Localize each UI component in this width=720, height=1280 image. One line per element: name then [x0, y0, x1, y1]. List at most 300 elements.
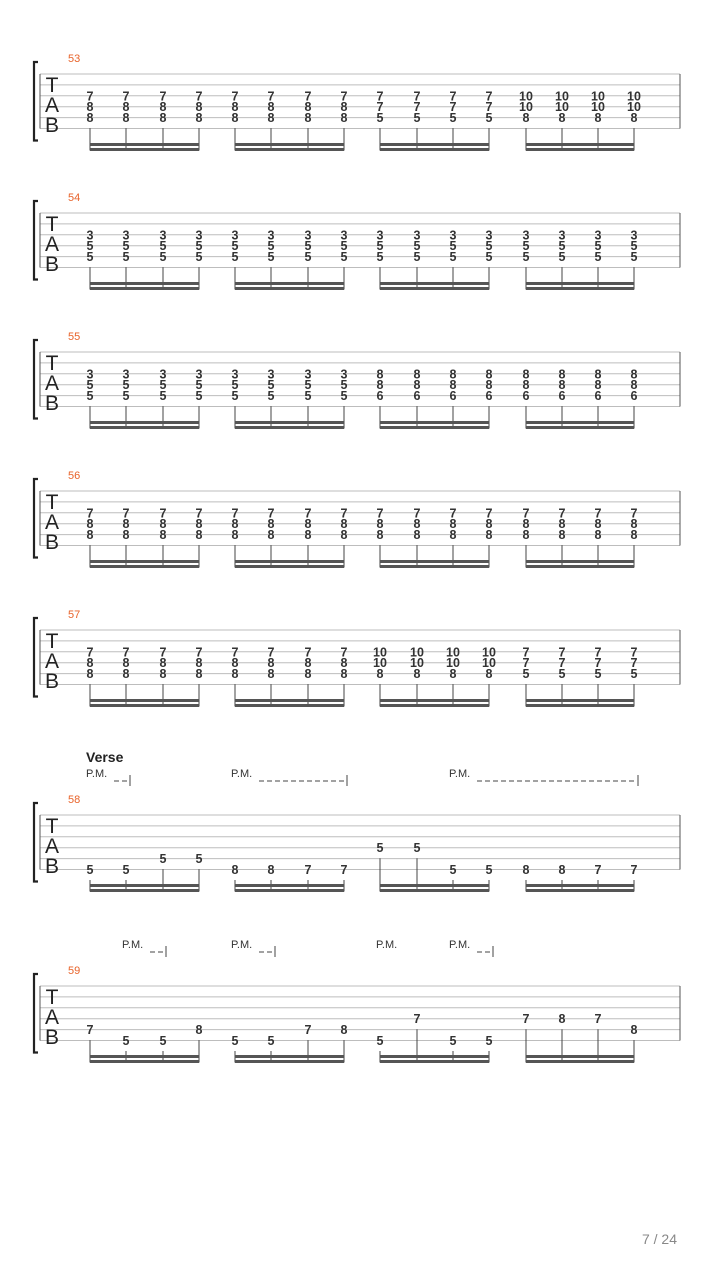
fret-number: 6: [630, 389, 638, 404]
fret-number: 5: [340, 239, 348, 254]
fret-number: 8: [558, 378, 566, 393]
fret-number: 5: [86, 239, 94, 254]
fret-number: 7: [630, 863, 638, 877]
fret-number: 8: [231, 667, 239, 682]
fret-number: 8: [195, 656, 203, 671]
fret-number: 8: [267, 111, 275, 126]
fret-number: 7: [594, 506, 602, 521]
fret-number: 5: [122, 1034, 130, 1048]
fret-number: 3: [304, 228, 312, 243]
fret-number: 8: [340, 100, 348, 115]
fret-number: 7: [522, 506, 530, 521]
fret-number: 8: [594, 517, 602, 532]
palm-mute-marking: [376, 939, 397, 951]
tab-clef-letter: A: [44, 650, 60, 673]
fret-number: 7: [558, 645, 566, 660]
fret-number: 8: [340, 656, 348, 671]
staff-bracket: [34, 62, 38, 141]
fret-number: 5: [376, 111, 384, 126]
fret-number: 6: [413, 389, 421, 404]
tab-clef-letter: A: [44, 372, 60, 395]
fret-number: 8: [485, 667, 493, 682]
fret-number: 6: [449, 389, 457, 404]
fret-number: 8: [86, 517, 94, 532]
fret-number: 3: [159, 367, 167, 382]
fret-number: 7: [122, 506, 130, 521]
fret-number: 5: [159, 239, 167, 254]
fret-number: 7: [304, 645, 312, 660]
fret-number: 5: [449, 863, 457, 877]
fret-number: 5: [267, 389, 275, 404]
fret-number: 10: [373, 656, 387, 671]
fret-number: 3: [122, 367, 130, 382]
fret-number: 8: [159, 517, 167, 532]
tab-clef-letter: B: [44, 392, 60, 415]
fret-number: 7: [413, 506, 421, 521]
palm-mute-marking: [449, 768, 638, 786]
page-number: 7 / 24: [641, 1231, 677, 1247]
fret-number: 8: [376, 517, 384, 532]
fret-number: 5: [340, 250, 348, 265]
fret-number: 5: [122, 863, 130, 877]
fret-number: 7: [159, 645, 167, 660]
fret-number: 7: [594, 656, 602, 671]
fret-number: 7: [122, 645, 130, 660]
fret-number: 8: [195, 517, 203, 532]
fret-number: 5: [413, 111, 421, 126]
fret-number: 8: [594, 367, 602, 382]
fret-number: 5: [122, 250, 130, 265]
fret-number: 5: [376, 841, 384, 856]
tab-clef-letter: B: [44, 670, 60, 693]
fret-number: 7: [376, 89, 384, 104]
fret-number: 7: [485, 100, 493, 115]
staff-bracket: [34, 201, 38, 280]
fret-number: 3: [485, 228, 493, 243]
fret-number: 3: [267, 367, 275, 382]
fret-number: 7: [630, 656, 638, 671]
tab-clef-letter: A: [44, 511, 60, 534]
fret-number: 7: [558, 656, 566, 671]
fret-number: 8: [159, 100, 167, 115]
fret-number: 8: [267, 517, 275, 532]
fret-number: 3: [267, 228, 275, 243]
fret-number: 8: [195, 100, 203, 115]
measure-number: 55: [68, 331, 81, 343]
fret-number: 8: [86, 528, 94, 543]
fret-number: 8: [231, 528, 239, 543]
fret-number: 8: [522, 528, 530, 543]
fret-number: 8: [630, 367, 638, 382]
fret-number: 8: [522, 517, 530, 532]
fret-number: 8: [340, 111, 348, 126]
tab-system: [34, 794, 680, 892]
measure-number: 53: [68, 53, 81, 65]
fret-number: 8: [267, 667, 275, 682]
fret-number: 5: [630, 667, 638, 682]
fret-number: 7: [558, 506, 566, 521]
fret-number: 7: [594, 863, 602, 877]
fret-number: 7: [449, 89, 457, 104]
fret-number: 8: [304, 517, 312, 532]
fret-number: 7: [522, 656, 530, 671]
staff-bracket: [34, 479, 38, 558]
fret-number: 8: [558, 111, 566, 126]
tab-clef-letter: T: [45, 491, 59, 514]
fret-number: 8: [485, 378, 493, 393]
palm-mute-label: P.M.: [449, 939, 471, 951]
fret-number: 8: [630, 1023, 638, 1038]
fret-number: 5: [376, 1034, 384, 1048]
fret-number: 8: [122, 111, 130, 126]
fret-number: 5: [122, 239, 130, 254]
tab-clef-letter: T: [45, 352, 59, 375]
fret-number: 3: [231, 228, 239, 243]
fret-number: 7: [594, 645, 602, 660]
fret-number: 7: [231, 645, 239, 660]
fret-number: 8: [86, 656, 94, 671]
tab-clef-letter: A: [44, 233, 60, 256]
fret-number: 5: [449, 111, 457, 126]
tab-clef-letter: A: [44, 1006, 60, 1029]
fret-number: 6: [558, 389, 566, 404]
fret-number: 8: [594, 111, 602, 126]
fret-number: 5: [594, 250, 602, 265]
fret-number: 8: [558, 367, 566, 382]
fret-number: 7: [231, 89, 239, 104]
fret-number: 8: [376, 378, 384, 393]
fret-number: 8: [195, 111, 203, 126]
fret-number: 8: [267, 863, 275, 877]
fret-number: 6: [376, 389, 384, 404]
tab-system: [34, 609, 680, 707]
fret-number: 3: [159, 228, 167, 243]
fret-number: 5: [304, 239, 312, 254]
fret-number: 7: [86, 89, 94, 104]
fret-number: 5: [231, 250, 239, 265]
fret-number: 8: [630, 517, 638, 532]
fret-number: 7: [195, 645, 203, 660]
measure-number: 54: [68, 192, 81, 204]
fret-number: 8: [558, 517, 566, 532]
fret-number: 8: [195, 1023, 203, 1038]
fret-number: 7: [413, 1012, 421, 1027]
fret-number: 5: [376, 239, 384, 254]
fret-number: 7: [522, 645, 530, 660]
fret-number: 10: [482, 656, 496, 671]
tab-system: [34, 470, 680, 568]
fret-number: 6: [594, 389, 602, 404]
fret-number: 8: [522, 367, 530, 382]
fret-number: 5: [304, 389, 312, 404]
fret-number: 7: [86, 1023, 94, 1038]
fret-number: 7: [630, 645, 638, 660]
fret-number: 7: [522, 1012, 530, 1027]
fret-number: 8: [485, 517, 493, 532]
fret-number: 7: [86, 506, 94, 521]
fret-number: 8: [485, 367, 493, 382]
fret-number: 5: [304, 378, 312, 393]
tab-clef-letter: B: [44, 253, 60, 276]
tab-system: [34, 53, 680, 151]
fret-number: 5: [231, 378, 239, 393]
fret-number: 8: [304, 100, 312, 115]
fret-number: 7: [413, 100, 421, 115]
fret-number: 8: [231, 100, 239, 115]
fret-number: 8: [594, 378, 602, 393]
fret-number: 8: [413, 667, 421, 682]
fret-number: 5: [413, 841, 421, 856]
fret-number: 3: [86, 228, 94, 243]
fret-number: 7: [340, 89, 348, 104]
fret-number: 10: [482, 645, 496, 660]
fret-number: 5: [594, 239, 602, 254]
fret-number: 8: [630, 378, 638, 393]
tab-clef-letter: T: [45, 74, 59, 97]
fret-number: 5: [195, 389, 203, 404]
fret-number: 5: [195, 239, 203, 254]
fret-number: 6: [522, 389, 530, 404]
fret-number: 8: [413, 367, 421, 382]
fret-number: 7: [159, 89, 167, 104]
fret-number: 3: [376, 228, 384, 243]
fret-number: 5: [594, 667, 602, 682]
fret-number: 5: [485, 239, 493, 254]
fret-number: 10: [591, 100, 605, 115]
fret-number: 8: [449, 517, 457, 532]
fret-number: 5: [630, 239, 638, 254]
fret-number: 7: [304, 89, 312, 104]
fret-number: 7: [449, 506, 457, 521]
measure-number: 58: [68, 794, 81, 806]
palm-mute-label: P.M.: [231, 768, 253, 780]
fret-number: 8: [267, 656, 275, 671]
staff-bracket: [34, 974, 38, 1053]
fret-number: 5: [449, 250, 457, 265]
palm-mute-label: P.M.: [86, 768, 108, 780]
fret-number: 8: [122, 656, 130, 671]
fret-number: 5: [231, 1034, 239, 1048]
fret-number: 3: [449, 228, 457, 243]
fret-number: 5: [485, 250, 493, 265]
fret-number: 8: [267, 100, 275, 115]
fret-number: 8: [86, 667, 94, 682]
fret-number: 8: [159, 528, 167, 543]
fret-number: 3: [522, 228, 530, 243]
tab-clef-letter: B: [44, 114, 60, 137]
fret-number: 5: [485, 863, 493, 877]
fret-number: 7: [630, 506, 638, 521]
fret-number: 7: [340, 645, 348, 660]
fret-number: 5: [340, 378, 348, 393]
fret-number: 5: [159, 250, 167, 265]
fret-number: 5: [485, 1034, 493, 1048]
measure-number: 59: [68, 965, 81, 977]
fret-number: 5: [449, 1034, 457, 1048]
tab-clef-letter: T: [45, 986, 59, 1009]
measure-number: 56: [68, 470, 81, 482]
fret-number: 8: [630, 111, 638, 126]
fret-number: 3: [558, 228, 566, 243]
fret-number: 7: [304, 1023, 312, 1038]
tab-clef-letter: B: [44, 1026, 60, 1049]
fret-number: 7: [159, 506, 167, 521]
fret-number: 8: [195, 667, 203, 682]
fret-number: 5: [159, 389, 167, 404]
fret-number: 5: [267, 239, 275, 254]
palm-mute-label: P.M.: [122, 939, 144, 951]
fret-number: 5: [558, 239, 566, 254]
fret-number: 8: [376, 367, 384, 382]
fret-number: 8: [304, 656, 312, 671]
tab-clef-letter: T: [45, 815, 59, 838]
fret-number: 8: [376, 667, 384, 682]
tab-system: [34, 192, 680, 290]
fret-number: 8: [413, 378, 421, 393]
fret-number: 5: [122, 389, 130, 404]
section-label: Verse: [86, 749, 124, 765]
fret-number: 8: [304, 667, 312, 682]
fret-number: 7: [86, 645, 94, 660]
fret-number: 10: [446, 656, 460, 671]
fret-number: 5: [376, 250, 384, 265]
fret-number: 5: [86, 389, 94, 404]
fret-number: 5: [231, 239, 239, 254]
fret-number: 7: [195, 506, 203, 521]
fret-number: 8: [159, 656, 167, 671]
fret-number: 8: [340, 517, 348, 532]
fret-number: 3: [304, 367, 312, 382]
fret-number: 5: [522, 250, 530, 265]
fret-number: 8: [86, 100, 94, 115]
fret-number: 8: [231, 517, 239, 532]
fret-number: 7: [449, 100, 457, 115]
tab-clef-letter: T: [45, 213, 59, 236]
fret-number: 8: [485, 528, 493, 543]
fret-number: 8: [231, 656, 239, 671]
fret-number: 8: [159, 111, 167, 126]
palm-mute-label: P.M.: [231, 939, 253, 951]
fret-number: 7: [304, 863, 312, 877]
fret-number: 8: [630, 528, 638, 543]
fret-number: 3: [231, 367, 239, 382]
fret-number: 10: [410, 645, 424, 660]
fret-number: 10: [446, 645, 460, 660]
fret-number: 3: [86, 367, 94, 382]
fret-number: 5: [122, 378, 130, 393]
fret-number: 5: [195, 852, 203, 867]
fret-number: 5: [558, 250, 566, 265]
fret-number: 8: [304, 111, 312, 126]
fret-number: 7: [485, 89, 493, 104]
fret-number: 5: [485, 111, 493, 126]
fret-number: 10: [627, 89, 641, 104]
fret-number: 10: [410, 656, 424, 671]
fret-number: 8: [122, 667, 130, 682]
fret-number: 8: [449, 667, 457, 682]
fret-number: 5: [413, 250, 421, 265]
fret-number: 5: [267, 250, 275, 265]
measure-number: 57: [68, 609, 81, 621]
fret-number: 5: [195, 378, 203, 393]
fret-number: 5: [195, 250, 203, 265]
fret-number: 8: [522, 863, 530, 877]
fret-number: 7: [304, 506, 312, 521]
tab-system: [34, 965, 680, 1063]
fret-number: 5: [558, 667, 566, 682]
fret-number: 10: [627, 100, 641, 115]
fret-number: 3: [122, 228, 130, 243]
fret-number: 6: [485, 389, 493, 404]
fret-number: 8: [522, 111, 530, 126]
fret-number: 3: [195, 228, 203, 243]
fret-number: 8: [594, 528, 602, 543]
fret-number: 5: [86, 378, 94, 393]
fret-number: 5: [413, 239, 421, 254]
fret-number: 7: [376, 100, 384, 115]
staff-bracket: [34, 803, 38, 882]
fret-number: 5: [231, 389, 239, 404]
fret-number: 8: [195, 528, 203, 543]
fret-number: 8: [231, 111, 239, 126]
fret-number: 8: [86, 111, 94, 126]
tab-clef-letter: A: [44, 835, 60, 858]
fret-number: 5: [340, 389, 348, 404]
fret-number: 10: [555, 89, 569, 104]
tab-clef-letter: A: [44, 94, 60, 117]
fret-number: 8: [159, 667, 167, 682]
fret-number: 8: [558, 1012, 566, 1027]
palm-mute-marking: [86, 768, 130, 786]
palm-mute-marking: [122, 939, 166, 957]
fret-number: 5: [86, 863, 94, 877]
palm-mute-marking: [449, 939, 493, 957]
fret-number: 8: [449, 367, 457, 382]
fret-number: 8: [558, 863, 566, 877]
palm-mute-label: P.M.: [449, 768, 471, 780]
fret-number: 3: [594, 228, 602, 243]
fret-number: 8: [340, 528, 348, 543]
fret-number: 8: [231, 863, 239, 877]
palm-mute-label: P.M.: [376, 939, 398, 951]
fret-number: 10: [555, 100, 569, 115]
fret-number: 7: [340, 506, 348, 521]
fret-number: 5: [630, 250, 638, 265]
fret-number: 8: [449, 528, 457, 543]
fret-number: 7: [594, 1012, 602, 1027]
fret-number: 8: [413, 517, 421, 532]
staff-bracket: [34, 340, 38, 419]
fret-number: 7: [267, 645, 275, 660]
fret-number: 7: [231, 506, 239, 521]
fret-number: 3: [195, 367, 203, 382]
fret-number: 8: [522, 378, 530, 393]
fret-number: 5: [159, 1034, 167, 1048]
fret-number: 8: [122, 100, 130, 115]
tab-system: [34, 331, 680, 429]
fret-number: 8: [413, 528, 421, 543]
tab-clef-letter: B: [44, 531, 60, 554]
fret-number: 8: [304, 528, 312, 543]
fret-number: 8: [340, 667, 348, 682]
fret-number: 7: [340, 863, 348, 877]
fret-number: 10: [519, 100, 533, 115]
fret-number: 5: [267, 378, 275, 393]
fret-number: 5: [449, 239, 457, 254]
fret-number: 3: [630, 228, 638, 243]
fret-number: 3: [340, 367, 348, 382]
fret-number: 10: [373, 645, 387, 660]
